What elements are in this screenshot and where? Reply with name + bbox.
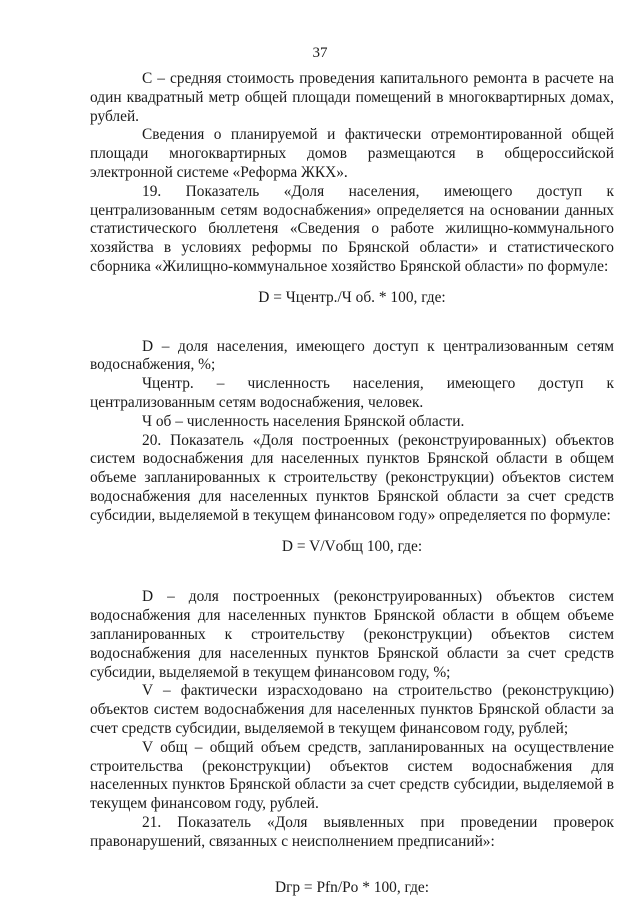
paragraph-chcentr-definition: Чцентр. – численность населения, имеющего доступ к централизованным сетям водоснабжения, человек.	[90, 375, 614, 411]
page-content	[90, 70, 614, 898]
paragraph-indicator-21: 21. Показатель «Доля выявленных при проведении проверок правонарушений, связанных с неисполнением предписаний»:	[90, 813, 614, 850]
paragraph-indicator-20: 20. Показатель «Доля построенных (реконструированных) объектов систем водоснабжения для населенных пунктов Брянской области в общем объеме запланированных к строительству (реконструкции) объектов систем водоснабжения для населенных пунктов Брянской области за счет средств субсидии, выделяемой в текущем финансовом году» определяется по формуле:	[90, 431, 614, 524]
page-number: 37	[312, 45, 328, 61]
formula-19: D = Чцентр./Ч об. * 100, где:	[258, 288, 446, 306]
paragraph-indicator-19: 19. Показатель «Доля населения, имеющего доступ к централизованным сетям водоснабжения» определяется на основании данных статистического бюллетеня «Сведения о работе жилищно-коммунального хозяйства в условиях реформы по Брянской области» и статистического сборника «Жилищно-коммунальное хозяйство Брянской области» по формуле:	[90, 182, 614, 275]
paragraph-d-definition-19: D – доля населения, имеющего доступ к централизованным сетям водоснабжения, %;	[90, 337, 614, 374]
paragraph-reform-info: Сведения о планируемой и фактически отремонтированной общей площади многоквартирных домов размещаются в общероссийской электронной системе «Реформа ЖКХ».	[90, 126, 614, 181]
paragraph-vobsh-definition: V общ – общий объем средств, запланированных на осуществление строительства (реконструкции) объектов систем водоснабжения для населенных пунктов Брянской области за счет средств субсидии, выделяемой в текущем финансовом году, рублей.	[90, 738, 614, 813]
formula-20: D = V/Vобщ 100, где:	[281, 537, 423, 555]
paragraph-v-definition: V – фактически израсходовано на строительство (реконструкцию) объектов систем водоснабжения для населенных пунктов Брянской области за счет средств субсидии, выделяемой в текущем финансовом году, рублей;	[90, 682, 614, 737]
formula-21: Dгр = Pfn/Po * 100, где:	[274, 879, 430, 897]
paragraph-chob-definition: Ч об – численность населения Брянской области.	[142, 412, 465, 430]
paragraph-d-definition-20: D – доля построенных (реконструированных) объектов систем водоснабжения для населенных пунктов Брянской области в общем объеме запланированных к строительству (реконструкции) объектов систем водоснабжения для населенных пунктов Брянской области за счет средств субсидии, выделяемой в текущем финансовом году, %;	[90, 588, 614, 681]
paragraph-c-definition: С – средняя стоимость проведения капитального ремонта в расчете на один квадратный метр общей площади помещений в многоквартирных домах, рублей.	[90, 70, 614, 125]
